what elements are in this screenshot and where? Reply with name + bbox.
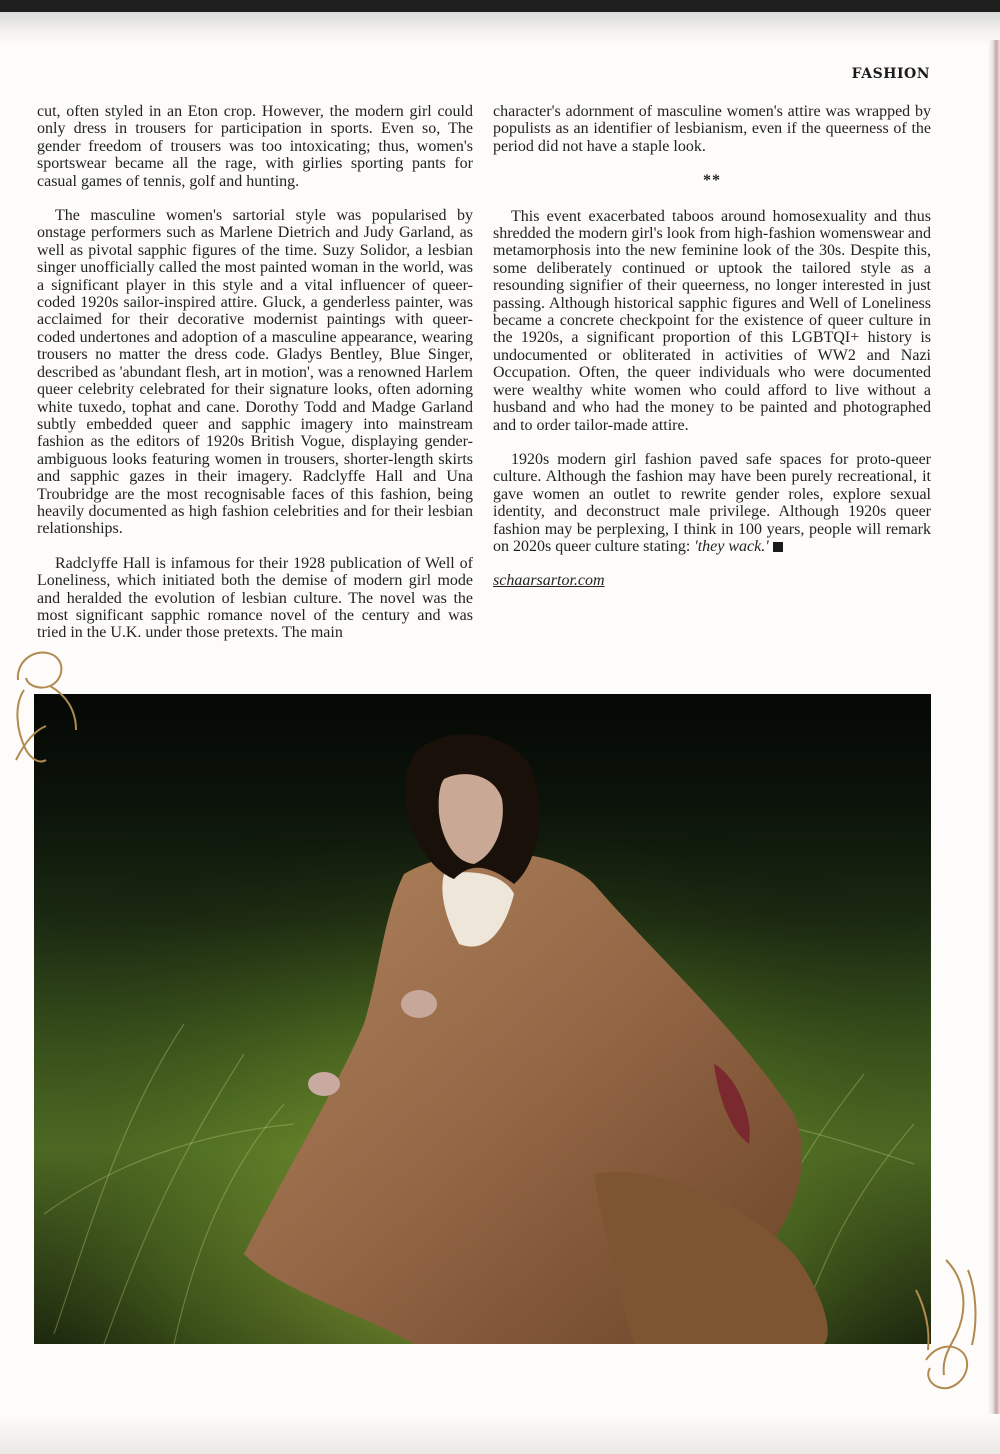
- left-paragraph-3: Radclyffe Hall is infamous for their 1928 publication of Well of Loneliness, which initiated both the demise of modern girl mode and heralded the evolution of lesbian culture. The novel was the most significant sapphic romance novel of the century and was tried in the U.K. under those pretexts. The main: [37, 554, 473, 642]
- page-bottom-shade: [0, 1414, 1000, 1454]
- scan-top-edge: [0, 0, 1000, 12]
- ornament-top-left: [6, 640, 86, 770]
- right-column: [493, 103, 931, 607]
- page-right-edge: [988, 40, 1000, 1454]
- left-paragraph-2: The masculine women's sartorial style was popularised by onstage performers such as Marlene Dietrich and Judy Garland, as well as pivotal sapphic figures of the time. Suzy Solidor, a lesbian singer unofficially called the most painted woman in the world, was a significant player in this style and a vital influencer of queer-coded 1920s sailor-inspired attire. Gluck, a genderless painter, was acclaimed for their decorative modernist paintings with queer-coded undertones and adoption of a masculine appearance, wearing trousers no matter the dress code. Gladys Bentley, Blue Singer, described as 'abundant flesh, art in motion', was a renowned Harlem queer celebrity celebrated for their signature looks, often adorning white tuxedo, tophat and cane. Dorothy Todd and Madge Garland subtly embedded queer and sapphic imagery into mainstream fashion as the editors of 1920s British Vogue, displaying gender-ambiguous looks featuring women in trousers, shorter-length skirts and sapphic gazes in their imagery. Radclyffe Hall and Una Troubridge are the most recognisable faces of this fashion, being heavily documented as high fashion celebrities and for their lesbian relationships.: [37, 207, 473, 538]
- right-paragraph-2: This event exacerbated taboos around homosexuality and thus shredded the modern girl's look from high-fashion womenswear and metamorphosis into the new feminine look of the 30s. Despite this, some deliberately continued or uptook the tailored style as a resounding signifier of their queerness, no longer interested in just passing. Although historical sapphic figures and Well of Loneliness became a concrete checkpoint for the existence of queer culture in the 1920s, a significant proportion of this LGBTQI+ history is undocumented or obliterated in activities of WW2 and Nazi Occupation. Often, the queer individuals who were documented were wealthy white women who could afford to live without a husband and who had the money to be painted and photographed and to order tailor-made attire.: [493, 207, 931, 434]
- closing-quote: 'they wack.': [694, 537, 769, 555]
- left-column: [37, 103, 473, 659]
- photo-illustration: [34, 694, 931, 1344]
- closing-text: 1920s modern girl fashion paved safe spaces for proto-queer culture. Although the fashion may have been purely recreational, it gave women an outlet to rewrite gender roles, explore sexual identity, and deconstruct male privilege. Although 1920s queer fashion may be perplexing, I think in 100 years, people will remark on 2020s queer culture stating:: [493, 450, 931, 555]
- section-separator: **: [703, 172, 721, 190]
- editorial-photo: [34, 694, 931, 1344]
- end-mark: [773, 542, 783, 552]
- section-label: FASHION: [851, 66, 930, 82]
- scan-top-shadow: [0, 12, 1000, 46]
- website-link[interactable]: schaarsartor.com: [493, 572, 605, 590]
- right-paragraph-3: [493, 451, 931, 555]
- right-paragraph-1: character's adornment of masculine women's attire was wrapped by populists as an identifier of lesbianism, even if the queerness of the period did not have a staple look.: [493, 103, 931, 155]
- left-paragraph-1: cut, often styled in an Eton crop. However, the modern girl could only dress in trousers for participation in sports. Even so, The gender freedom of trousers was too intoxicating; thus, women's sportswear became all the rage, with girlies sporting pants for casual games of tennis, golf and hunting.: [37, 103, 473, 190]
- ornament-bottom-right: [906, 1250, 986, 1400]
